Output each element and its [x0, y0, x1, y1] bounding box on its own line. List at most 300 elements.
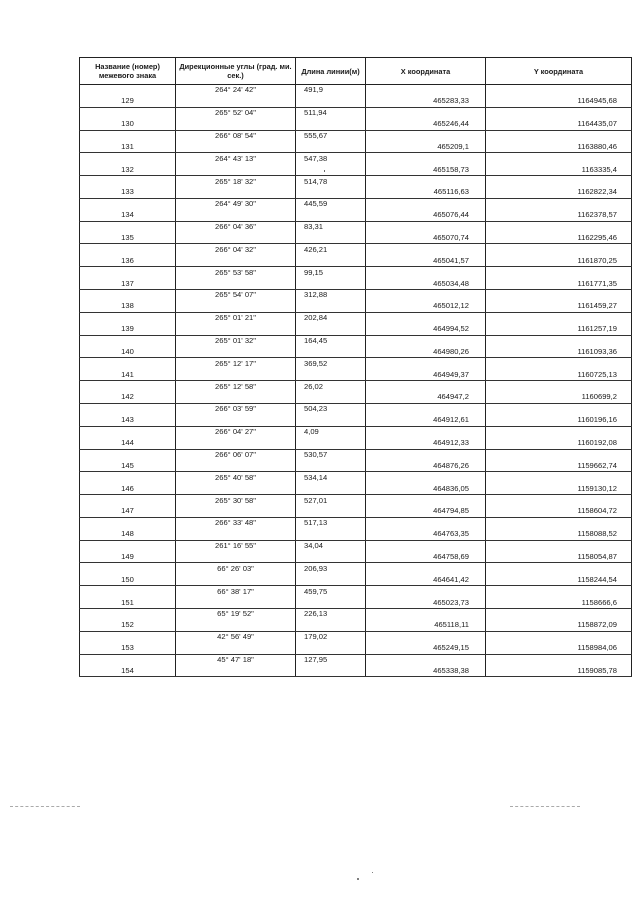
point-row — [80, 392, 632, 403]
empty-cell — [80, 517, 176, 528]
empty-cell — [296, 574, 366, 585]
direction-angle-cell: 42° 56' 49" — [176, 631, 296, 642]
x-coordinate-cell: 464763,35 — [366, 529, 486, 540]
point-name-cell: 137 — [80, 278, 176, 289]
point-row — [80, 620, 632, 631]
empty-cell — [486, 176, 632, 187]
point-row — [80, 574, 632, 585]
empty-cell — [296, 415, 366, 426]
y-coordinate-cell: 1161870,25 — [486, 255, 632, 266]
empty-cell — [486, 312, 632, 323]
point-row — [80, 665, 632, 676]
empty-cell — [366, 449, 486, 460]
direction-angle-cell: 265° 12' 17" — [176, 358, 296, 369]
line-length-cell: 99,15 — [296, 267, 366, 278]
empty-cell — [366, 153, 486, 164]
empty-cell — [80, 472, 176, 483]
line-length-cell: 555,67 — [296, 130, 366, 141]
empty-cell — [296, 210, 366, 221]
segment-row — [80, 381, 632, 392]
empty-cell — [176, 620, 296, 631]
point-name-cell: 143 — [80, 415, 176, 426]
empty-cell — [296, 597, 366, 608]
x-coordinate-cell: 465158,73 — [366, 164, 486, 175]
x-coordinate-cell: 465076,44 — [366, 210, 486, 221]
empty-cell — [176, 438, 296, 449]
empty-cell — [486, 517, 632, 528]
empty-cell — [80, 563, 176, 574]
direction-angle-cell: 266° 06' 07" — [176, 449, 296, 460]
empty-cell — [366, 335, 486, 346]
direction-angle-cell: 266° 04' 27" — [176, 426, 296, 437]
point-row — [80, 483, 632, 494]
empty-cell — [366, 85, 486, 96]
direction-angle-cell: 266° 03' 59" — [176, 403, 296, 414]
y-coordinate-cell: 1158984,06 — [486, 643, 632, 654]
direction-angle-cell: 266° 04' 32" — [176, 244, 296, 255]
point-row — [80, 597, 632, 608]
segment-row — [80, 290, 632, 301]
scan-speck — [372, 872, 373, 873]
empty-cell — [296, 187, 366, 198]
scan-speck — [357, 878, 359, 880]
empty-cell — [176, 301, 296, 312]
empty-cell — [296, 346, 366, 357]
x-coordinate-cell: 464980,26 — [366, 346, 486, 357]
empty-cell — [80, 335, 176, 346]
x-coordinate-cell: 465023,73 — [366, 597, 486, 608]
coordinate-table-document — [79, 57, 640, 829]
empty-cell — [486, 221, 632, 232]
line-length-cell: 459,75 — [296, 586, 366, 597]
segment-row — [80, 586, 632, 597]
empty-cell — [296, 96, 366, 107]
y-coordinate-cell: 1162295,46 — [486, 233, 632, 244]
empty-cell — [176, 187, 296, 198]
empty-cell — [296, 506, 366, 517]
y-coordinate-cell: 1160725,13 — [486, 369, 632, 380]
point-row — [80, 278, 632, 289]
point-name-cell: 147 — [80, 506, 176, 517]
segment-row — [80, 449, 632, 460]
empty-cell — [176, 665, 296, 676]
direction-angle-cell: 66° 38' 17" — [176, 586, 296, 597]
point-row — [80, 529, 632, 540]
empty-cell — [486, 449, 632, 460]
segment-row — [80, 107, 632, 118]
point-name-cell: 133 — [80, 187, 176, 198]
point-name-cell: 131 — [80, 141, 176, 152]
segment-row — [80, 654, 632, 665]
y-coordinate-cell: 1158666,6 — [486, 597, 632, 608]
empty-cell — [486, 244, 632, 255]
empty-cell — [176, 164, 296, 175]
point-row — [80, 187, 632, 198]
empty-cell — [80, 153, 176, 164]
empty-cell — [366, 631, 486, 642]
point-name-cell: 144 — [80, 438, 176, 449]
empty-cell — [80, 290, 176, 301]
segment-row — [80, 608, 632, 619]
empty-cell — [366, 244, 486, 255]
direction-angle-cell: 45° 47' 18" — [176, 654, 296, 665]
point-row — [80, 164, 632, 175]
empty-cell — [80, 85, 176, 96]
segment-row — [80, 540, 632, 551]
segment-row — [80, 176, 632, 187]
empty-cell — [366, 403, 486, 414]
point-row — [80, 210, 632, 221]
y-coordinate-cell: 1160699,2 — [486, 392, 632, 403]
point-name-cell: 130 — [80, 119, 176, 130]
x-coordinate-cell: 465070,74 — [366, 233, 486, 244]
point-name-cell: 146 — [80, 483, 176, 494]
line-length-cell: 34,04 — [296, 540, 366, 551]
point-name-cell: 152 — [80, 620, 176, 631]
line-length-cell: 206,93 — [296, 563, 366, 574]
segment-row — [80, 85, 632, 96]
table-body — [80, 85, 632, 677]
y-coordinate-cell: 1163335,4 — [486, 164, 632, 175]
point-row — [80, 369, 632, 380]
empty-cell — [296, 301, 366, 312]
empty-cell — [296, 278, 366, 289]
segment-row — [80, 312, 632, 323]
empty-cell — [366, 540, 486, 551]
empty-cell — [296, 164, 366, 175]
line-length-cell: 514,78 — [296, 176, 366, 187]
empty-cell — [176, 415, 296, 426]
empty-cell — [176, 233, 296, 244]
x-coordinate-cell: 465338,38 — [366, 665, 486, 676]
direction-angle-cell: 265° 01' 21" — [176, 312, 296, 323]
empty-cell — [486, 153, 632, 164]
table-header-row — [80, 58, 632, 85]
empty-cell — [176, 597, 296, 608]
point-name-cell: 149 — [80, 552, 176, 563]
empty-cell — [366, 358, 486, 369]
empty-cell — [366, 176, 486, 187]
segment-row — [80, 563, 632, 574]
empty-cell — [80, 312, 176, 323]
line-length-cell: 426,21 — [296, 244, 366, 255]
point-name-cell: 141 — [80, 369, 176, 380]
line-length-cell: 179,02 — [296, 631, 366, 642]
empty-cell — [366, 608, 486, 619]
direction-angle-cell: 265° 40' 58" — [176, 472, 296, 483]
y-coordinate-cell: 1162822,34 — [486, 187, 632, 198]
empty-cell — [296, 643, 366, 654]
empty-cell — [80, 426, 176, 437]
empty-cell — [176, 460, 296, 471]
empty-cell — [366, 290, 486, 301]
empty-cell — [296, 255, 366, 266]
point-row — [80, 460, 632, 471]
line-length-cell: 226,13 — [296, 608, 366, 619]
empty-cell — [80, 540, 176, 551]
empty-cell — [176, 574, 296, 585]
x-coordinate-cell: 465034,48 — [366, 278, 486, 289]
direction-angle-cell: 265° 30' 58" — [176, 495, 296, 506]
empty-cell — [176, 643, 296, 654]
x-coordinate-cell: 464912,61 — [366, 415, 486, 426]
empty-cell — [366, 495, 486, 506]
segment-row — [80, 335, 632, 346]
segment-row — [80, 403, 632, 414]
x-coordinate-cell: 464949,37 — [366, 369, 486, 380]
empty-cell — [486, 107, 632, 118]
empty-cell — [176, 141, 296, 152]
segment-row — [80, 472, 632, 483]
empty-cell — [176, 324, 296, 335]
segment-row — [80, 244, 632, 255]
header-point-name: Название (номер) межевого знака — [80, 58, 176, 85]
empty-cell — [366, 381, 486, 392]
direction-angle-cell: 265° 54' 07" — [176, 290, 296, 301]
direction-angle-cell: 265° 53' 58" — [176, 267, 296, 278]
x-coordinate-cell: 465209,1 — [366, 141, 486, 152]
empty-cell — [176, 506, 296, 517]
y-coordinate-cell: 1158872,09 — [486, 620, 632, 631]
empty-cell — [296, 141, 366, 152]
empty-cell — [296, 665, 366, 676]
empty-cell — [296, 552, 366, 563]
empty-cell — [366, 221, 486, 232]
empty-cell — [486, 290, 632, 301]
y-coordinate-cell: 1160196,16 — [486, 415, 632, 426]
y-coordinate-cell: 1159130,12 — [486, 483, 632, 494]
segment-row — [80, 221, 632, 232]
empty-cell — [176, 255, 296, 266]
empty-cell — [486, 267, 632, 278]
direction-angle-cell: 66° 26' 03" — [176, 563, 296, 574]
direction-angle-cell: 265° 18' 32" — [176, 176, 296, 187]
line-length-cell: 511,94 — [296, 107, 366, 118]
direction-angle-cell: 266° 33' 48" — [176, 517, 296, 528]
line-length-cell: 527,01 — [296, 495, 366, 506]
point-name-cell: 129 — [80, 96, 176, 107]
x-coordinate-cell: 465246,44 — [366, 119, 486, 130]
point-name-cell: 154 — [80, 665, 176, 676]
scan-dashed-line-right — [510, 806, 580, 807]
empty-cell — [176, 346, 296, 357]
empty-cell — [486, 130, 632, 141]
point-row — [80, 643, 632, 654]
point-row — [80, 96, 632, 107]
y-coordinate-cell: 1162378,57 — [486, 210, 632, 221]
empty-cell — [80, 358, 176, 369]
empty-cell — [176, 483, 296, 494]
x-coordinate-cell: 464836,05 — [366, 483, 486, 494]
empty-cell — [366, 198, 486, 209]
point-name-cell: 132 — [80, 164, 176, 175]
empty-cell — [296, 324, 366, 335]
segment-row — [80, 631, 632, 642]
empty-cell — [296, 529, 366, 540]
empty-cell — [486, 358, 632, 369]
empty-cell — [296, 438, 366, 449]
y-coordinate-cell: 1158244,54 — [486, 574, 632, 585]
line-length-cell: 164,45 — [296, 335, 366, 346]
empty-cell — [486, 472, 632, 483]
line-length-cell: 547,38 — [296, 153, 366, 164]
empty-cell — [80, 449, 176, 460]
direction-angle-cell: 265° 01' 32" — [176, 335, 296, 346]
point-name-cell: 140 — [80, 346, 176, 357]
direction-angle-cell: 261° 16' 55" — [176, 540, 296, 551]
point-row — [80, 119, 632, 130]
empty-cell — [366, 586, 486, 597]
line-length-cell: 83,31 — [296, 221, 366, 232]
empty-cell — [80, 267, 176, 278]
line-length-cell: 4,09 — [296, 426, 366, 437]
x-coordinate-cell: 465249,15 — [366, 643, 486, 654]
scan-dashed-line-left — [10, 806, 80, 807]
y-coordinate-cell: 1160192,08 — [486, 438, 632, 449]
empty-cell — [296, 620, 366, 631]
empty-cell — [486, 631, 632, 642]
x-coordinate-cell: 464994,52 — [366, 324, 486, 335]
empty-cell — [80, 107, 176, 118]
empty-cell — [80, 198, 176, 209]
segment-row — [80, 153, 632, 164]
empty-cell — [176, 210, 296, 221]
direction-angle-cell: 265° 52' 04" — [176, 107, 296, 118]
point-name-cell: 145 — [80, 460, 176, 471]
empty-cell — [486, 563, 632, 574]
point-name-cell: 138 — [80, 301, 176, 312]
point-name-cell: 135 — [80, 233, 176, 244]
empty-cell — [366, 267, 486, 278]
header-line-length: Длина линии(м) — [296, 58, 366, 85]
direction-angle-cell: 266° 08' 54" — [176, 130, 296, 141]
line-length-cell: 517,13 — [296, 517, 366, 528]
empty-cell — [486, 540, 632, 551]
point-name-cell: 134 — [80, 210, 176, 221]
direction-angle-cell: 266° 04' 36" — [176, 221, 296, 232]
point-name-cell: 150 — [80, 574, 176, 585]
line-length-cell: 312,88 — [296, 290, 366, 301]
scan-speck — [324, 170, 325, 172]
empty-cell — [80, 608, 176, 619]
empty-cell — [176, 529, 296, 540]
empty-cell — [176, 96, 296, 107]
direction-angle-cell: 265° 12' 58" — [176, 381, 296, 392]
empty-cell — [486, 85, 632, 96]
empty-cell — [486, 654, 632, 665]
empty-cell — [486, 198, 632, 209]
direction-angle-cell: 264° 24' 42" — [176, 85, 296, 96]
line-length-cell: 530,57 — [296, 449, 366, 460]
segment-row — [80, 130, 632, 141]
empty-cell — [80, 381, 176, 392]
empty-cell — [366, 517, 486, 528]
x-coordinate-cell: 464794,85 — [366, 506, 486, 517]
empty-cell — [486, 586, 632, 597]
point-name-cell: 139 — [80, 324, 176, 335]
line-length-cell: 127,95 — [296, 654, 366, 665]
header-x-coordinate: Х координата — [366, 58, 486, 85]
empty-cell — [366, 426, 486, 437]
empty-cell — [296, 233, 366, 244]
y-coordinate-cell: 1158054,87 — [486, 552, 632, 563]
y-coordinate-cell: 1158088,52 — [486, 529, 632, 540]
empty-cell — [176, 369, 296, 380]
line-length-cell: 491,9 — [296, 85, 366, 96]
line-length-cell: 504,23 — [296, 403, 366, 414]
y-coordinate-cell: 1164945,68 — [486, 96, 632, 107]
point-name-cell: 142 — [80, 392, 176, 403]
x-coordinate-cell: 464912,33 — [366, 438, 486, 449]
segment-row — [80, 426, 632, 437]
direction-angle-cell: 264° 43' 13" — [176, 153, 296, 164]
direction-angle-cell: 264° 49' 30" — [176, 198, 296, 209]
x-coordinate-cell: 465118,11 — [366, 620, 486, 631]
empty-cell — [486, 495, 632, 506]
empty-cell — [366, 312, 486, 323]
empty-cell — [80, 403, 176, 414]
empty-cell — [486, 608, 632, 619]
boundary-points-table — [79, 57, 632, 677]
y-coordinate-cell: 1159662,74 — [486, 460, 632, 471]
empty-cell — [366, 654, 486, 665]
y-coordinate-cell: 1164435,07 — [486, 119, 632, 130]
empty-cell — [296, 460, 366, 471]
empty-cell — [80, 654, 176, 665]
point-row — [80, 552, 632, 563]
y-coordinate-cell: 1161771,35 — [486, 278, 632, 289]
x-coordinate-cell: 465116,63 — [366, 187, 486, 198]
empty-cell — [176, 392, 296, 403]
empty-cell — [80, 244, 176, 255]
y-coordinate-cell: 1159085,78 — [486, 665, 632, 676]
point-row — [80, 438, 632, 449]
point-name-cell: 148 — [80, 529, 176, 540]
point-row — [80, 141, 632, 152]
empty-cell — [366, 563, 486, 574]
empty-cell — [366, 472, 486, 483]
empty-cell — [486, 426, 632, 437]
empty-cell — [296, 392, 366, 403]
x-coordinate-cell: 464876,26 — [366, 460, 486, 471]
y-coordinate-cell: 1161257,19 — [486, 324, 632, 335]
empty-cell — [296, 119, 366, 130]
point-row — [80, 324, 632, 335]
line-length-cell: 26,02 — [296, 381, 366, 392]
point-row — [80, 301, 632, 312]
empty-cell — [366, 130, 486, 141]
segment-row — [80, 267, 632, 278]
empty-cell — [296, 369, 366, 380]
direction-angle-cell: 65° 19' 52" — [176, 608, 296, 619]
empty-cell — [296, 483, 366, 494]
point-row — [80, 506, 632, 517]
point-name-cell: 151 — [80, 597, 176, 608]
point-row — [80, 346, 632, 357]
empty-cell — [486, 403, 632, 414]
segment-row — [80, 358, 632, 369]
point-row — [80, 415, 632, 426]
empty-cell — [486, 335, 632, 346]
x-coordinate-cell: 465283,33 — [366, 96, 486, 107]
y-coordinate-cell: 1161093,36 — [486, 346, 632, 357]
segment-row — [80, 495, 632, 506]
point-name-cell: 136 — [80, 255, 176, 266]
y-coordinate-cell: 1161459,27 — [486, 301, 632, 312]
empty-cell — [80, 586, 176, 597]
point-row — [80, 233, 632, 244]
empty-cell — [486, 381, 632, 392]
